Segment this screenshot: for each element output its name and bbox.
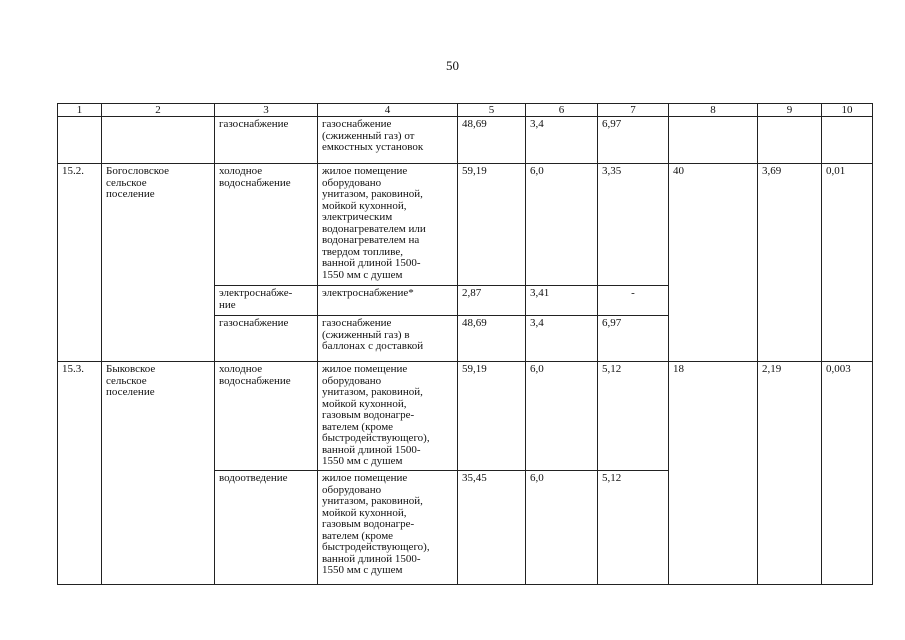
value-cell (758, 117, 822, 164)
value-cell: 40 (669, 164, 758, 362)
page-number: 50 (446, 58, 459, 73)
column-header: 6 (526, 104, 598, 117)
service-cell: электроснабже- ние (215, 286, 318, 316)
column-header: 2 (102, 104, 215, 117)
value-cell: 5,12 (598, 362, 669, 471)
value-cell: 2,87 (458, 286, 526, 316)
row-number-cell: 15.2. (58, 164, 102, 362)
column-header: 1 (58, 104, 102, 117)
column-header: 10 (822, 104, 873, 117)
tariff-table (57, 103, 873, 585)
value-cell: 6,97 (598, 316, 669, 362)
column-number-row (58, 104, 873, 117)
column-header: 4 (318, 104, 458, 117)
value-cell: 0,01 (822, 164, 873, 362)
service-cell: газоснабжение (215, 316, 318, 362)
settlement-cell: Быковское сельское поселение (102, 362, 215, 585)
value-cell: 0,003 (822, 362, 873, 585)
value-cell: 59,19 (458, 362, 526, 471)
table-row (58, 362, 873, 471)
service-cell: водоотведение (215, 471, 318, 585)
value-cell: 48,69 (458, 316, 526, 362)
description-cell: электроснабжение* (318, 286, 458, 316)
service-cell: газоснабжение (215, 117, 318, 164)
table-row (58, 164, 873, 286)
value-cell (669, 117, 758, 164)
value-cell: 48,69 (458, 117, 526, 164)
column-header: 5 (458, 104, 526, 117)
service-cell: холодное водоснабжение (215, 164, 318, 286)
value-cell: 6,0 (526, 362, 598, 471)
value-cell: 35,45 (458, 471, 526, 585)
value-cell: 3,4 (526, 117, 598, 164)
value-cell: 3,69 (758, 164, 822, 362)
description-cell: газоснабжение (сжиженный газ) от емкостных установок (318, 117, 458, 164)
value-cell: 6,0 (526, 471, 598, 585)
value-cell: 5,12 (598, 471, 669, 585)
value-cell: 59,19 (458, 164, 526, 286)
service-cell: холодное водоснабжение (215, 362, 318, 471)
column-header: 8 (669, 104, 758, 117)
value-cell: 3,35 (598, 164, 669, 286)
settlement-cell (102, 117, 215, 164)
value-cell: 3,4 (526, 316, 598, 362)
value-cell (822, 117, 873, 164)
description-cell: газоснабжение (сжиженный газ) в баллонах с доставкой (318, 316, 458, 362)
row-number-cell: 15.3. (58, 362, 102, 585)
table-row (58, 117, 873, 164)
value-cell: 18 (669, 362, 758, 585)
row-number-cell (58, 117, 102, 164)
value-cell: 6,97 (598, 117, 669, 164)
description-cell: жилое помещение оборудовано унитазом, раковиной, мойкой кухонной, газовым водонагре- вателем (кроме быстродействующего), ванной длиной 1500- 1550 мм с душем (318, 471, 458, 585)
settlement-cell: Богословское сельское поселение (102, 164, 215, 362)
value-cell: 3,41 (526, 286, 598, 316)
description-cell: жилое помещение оборудовано унитазом, раковиной, мойкой кухонной, электрическим водонагревателем или водонагревателем на твердом топливе, ванной длиной 1500- 1550 мм с душем (318, 164, 458, 286)
column-header: 9 (758, 104, 822, 117)
value-cell: 6,0 (526, 164, 598, 286)
value-cell: - (598, 286, 669, 316)
description-cell: жилое помещение оборудовано унитазом, раковиной, мойкой кухонной, газовым водонагре- вателем (кроме быстродействующего), ванной длиной 1500- 1550 мм с душем (318, 362, 458, 471)
column-header: 7 (598, 104, 669, 117)
column-header: 3 (215, 104, 318, 117)
value-cell: 2,19 (758, 362, 822, 585)
